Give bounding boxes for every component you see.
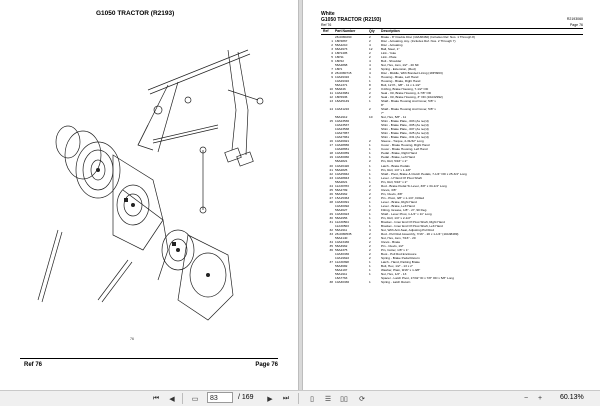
first-page-button[interactable]: ⏮ bbox=[152, 394, 160, 402]
part-description: Rod - Pull Rod Assembly, 7/16" - 20 x 1-1/4" (10A38489) bbox=[381, 231, 459, 236]
part-ref: 35 bbox=[329, 243, 333, 248]
part-number: 18A25149 bbox=[335, 99, 350, 104]
part-number: 68A4973 bbox=[335, 47, 348, 52]
part-qty: 1 bbox=[369, 219, 371, 224]
part-qty: 10 bbox=[369, 115, 373, 120]
part-qty: 1 bbox=[369, 263, 371, 268]
part-number: 58A2821 bbox=[335, 179, 348, 184]
part-description: Housing - Brake, Right Hand bbox=[381, 79, 421, 84]
part-qty: 1 bbox=[369, 267, 371, 272]
page-number-input[interactable]: 83 bbox=[207, 392, 233, 403]
part-number: 58A4627 bbox=[335, 207, 348, 212]
part-ref: 28 bbox=[329, 199, 333, 204]
right-page bbox=[302, 0, 600, 390]
part-ref: 11 bbox=[329, 91, 333, 96]
part-qty: 1 bbox=[369, 271, 371, 276]
part-description: Latch - Brake Pedals bbox=[381, 163, 410, 168]
part-description: Clevis - Brake bbox=[381, 239, 401, 244]
part-qty: 1 bbox=[369, 163, 371, 168]
part-number: 58A2821 bbox=[335, 159, 348, 164]
part-description: Pin, Clevis, 3/8" bbox=[381, 191, 403, 196]
part-number: 58A1371 bbox=[335, 83, 348, 88]
part-description: Rod - Brake Pedal To Lever, 3/8" x 34-1/4" Long bbox=[381, 183, 447, 188]
part-qty: 2 bbox=[369, 87, 371, 92]
part-description: Link - Plate bbox=[381, 55, 397, 60]
part-qty: 2 bbox=[369, 95, 371, 100]
exploded-parts-diagram bbox=[28, 30, 278, 330]
zoom-level[interactable]: 60.13% bbox=[560, 394, 584, 401]
part-number: 58A4140 bbox=[335, 235, 348, 240]
part-number: 10A23537 bbox=[335, 123, 350, 128]
part-qty: 2 bbox=[369, 195, 371, 200]
part-number: 11A30563 bbox=[335, 223, 349, 228]
part-number: 10A30059 bbox=[335, 151, 350, 156]
part-qty: 1 bbox=[369, 199, 371, 204]
part-qty: 1 bbox=[369, 151, 371, 156]
part-number: 58A1911 bbox=[335, 271, 348, 276]
part-qty: 4 bbox=[369, 43, 371, 48]
part-ref: 25 bbox=[329, 187, 333, 192]
part-ref: 15 bbox=[329, 119, 333, 124]
part-qty: 1 bbox=[369, 215, 371, 220]
part-description: Latch - Hand, Parking Brake bbox=[381, 259, 420, 264]
part-qty: 2 bbox=[369, 231, 371, 236]
part-ref: 34 bbox=[329, 239, 333, 244]
part-number: 10A28843 bbox=[335, 175, 350, 180]
part-ref: 33 bbox=[329, 231, 333, 236]
diagram-page-number: 76 bbox=[130, 337, 134, 341]
col-header-ref: Ref bbox=[323, 29, 329, 33]
part-number: 58A3962 bbox=[335, 243, 348, 248]
part-qty: 1 bbox=[369, 223, 371, 228]
zoom-out-button[interactable]: − bbox=[523, 395, 529, 402]
part-number: 28-0080535 bbox=[335, 231, 352, 236]
part-qty: 1 bbox=[369, 143, 371, 148]
part-description: Nut, Hex, 1/2" - 13 bbox=[381, 271, 407, 276]
part-qty: 1 bbox=[369, 75, 371, 80]
part-number: 11A30783 bbox=[335, 183, 349, 188]
part-qty: 1 bbox=[369, 279, 371, 284]
part-qty: 2 bbox=[369, 207, 371, 212]
part-ref: 2 bbox=[331, 43, 333, 48]
part-qty: 2 bbox=[369, 243, 371, 248]
right-page-title: G1050 TRACTOR (R2193) bbox=[321, 17, 382, 23]
part-description: Shim - Brake Plate, .007 (As req'd) bbox=[381, 127, 429, 132]
part-description: Cover - Brake Housing, Left Hand bbox=[381, 147, 428, 152]
part-description: Washer, Plain, 9/16" x 1-3/8" bbox=[381, 267, 421, 272]
part-ref: 27 bbox=[329, 195, 333, 200]
left-page bbox=[0, 0, 299, 390]
part-number: 58A1911 bbox=[335, 227, 348, 232]
part-description: Disc - Actuating, Asy. (Includes Ref. Nos. 2 Through 7) bbox=[381, 39, 456, 44]
part-qty: 2 bbox=[369, 107, 371, 112]
part-number: 15A15363 bbox=[335, 195, 350, 200]
part-description: Pedal - Brake, Left Hand bbox=[381, 155, 415, 160]
part-number: 10A26921 bbox=[335, 139, 350, 144]
part-description: Lever - Brake, Left Hand bbox=[381, 203, 415, 208]
total-pages-label: / 169 bbox=[238, 394, 254, 401]
part-description: Pin, Roll, 5/16" x 2" bbox=[381, 179, 408, 184]
part-number: 58A4799 bbox=[335, 187, 348, 192]
part-ref: 23 bbox=[329, 175, 333, 180]
part-number: 18P2936 bbox=[335, 95, 348, 100]
part-qty: 1 bbox=[369, 79, 371, 84]
part-number: 10A26420 bbox=[335, 163, 350, 168]
part-description: Cover - Brake Housing, Right Hand bbox=[381, 143, 430, 148]
part-description: Link - Yoke bbox=[381, 51, 397, 56]
part-number: 10A23536 bbox=[335, 119, 350, 124]
part-qty: 2 bbox=[369, 183, 371, 188]
left-footer-page: Page 76 bbox=[255, 362, 278, 368]
part-ref: 14 bbox=[329, 107, 333, 112]
part-number: 10A30336 bbox=[335, 279, 350, 284]
left-footer-ref: Ref 76 bbox=[24, 362, 43, 368]
footer-rule bbox=[20, 358, 278, 359]
part-number: 18P11 bbox=[335, 55, 344, 60]
brand-name: White bbox=[321, 11, 335, 17]
part-qty: 1 bbox=[369, 167, 371, 172]
part-number: 58A646 bbox=[335, 87, 346, 92]
part-description: Pedal - Brake, Right Hand bbox=[381, 151, 417, 156]
part-qty: 2 bbox=[369, 139, 371, 144]
part-description: 7" bbox=[381, 111, 384, 116]
part-qty: 2 bbox=[369, 159, 371, 164]
part-number: 58A4868 bbox=[335, 63, 348, 68]
part-description: Fitting, Grease, 1/8" - 27, 90 Deg. bbox=[381, 207, 428, 212]
part-number: 18A7763 bbox=[335, 275, 348, 280]
part-qty: 1 bbox=[369, 211, 371, 216]
part-number: 10A29316 bbox=[335, 75, 350, 80]
part-ref: 16 bbox=[329, 139, 333, 144]
part-ref: 21 bbox=[329, 167, 333, 172]
part-description: Seal - Oil, Brake Housing, 2-7/8" OD bbox=[381, 91, 432, 96]
part-description: Shaft - Lever Pivot, 1-1/4" x 11" Long bbox=[381, 211, 432, 216]
part-qty: 1 bbox=[369, 99, 371, 104]
part-ref: 10 bbox=[329, 87, 333, 92]
right-page-ref: Ref 76 bbox=[321, 23, 332, 27]
part-number: 58A1912 bbox=[335, 115, 348, 120]
part-ref: 8 bbox=[331, 71, 333, 76]
part-description: Seal - Oil, Brake Housing, 3" OD (10A32992) bbox=[381, 95, 443, 100]
part-qty: 4 bbox=[369, 63, 371, 68]
part-description: Shim - Brake Plate, .025 (As req'd) bbox=[381, 131, 429, 136]
part-qty: 2 bbox=[369, 35, 371, 39]
part-number: 10A27957 bbox=[335, 131, 350, 136]
part-description: Boot - Pull Rod Enclosure bbox=[381, 251, 417, 256]
part-qty: 1 bbox=[369, 175, 371, 180]
part-description: 8" bbox=[381, 103, 384, 108]
part-qty: 2 bbox=[369, 39, 371, 44]
part-description: Disc - Middle, With Bonded Lining (18P3963) bbox=[381, 71, 443, 76]
part-number: 58A4210 bbox=[335, 43, 348, 48]
part-qty: 2 bbox=[369, 91, 371, 96]
single-page-view-icon[interactable]: ▯ bbox=[310, 395, 314, 403]
model-code: R2193060 bbox=[566, 17, 583, 21]
part-number: 10A30092 bbox=[335, 203, 350, 208]
part-qty: 1 bbox=[369, 147, 371, 152]
part-ref: 5 bbox=[331, 55, 333, 60]
status-separator bbox=[182, 393, 183, 404]
part-number: 18P1 bbox=[335, 67, 343, 72]
part-number: 10A30060 bbox=[335, 155, 350, 160]
part-number: 10A28656 bbox=[335, 143, 350, 148]
part-qty: 12 bbox=[369, 47, 373, 52]
part-description: Shaft - Pivot, Brake & Clutch Pedals, 7-1/4" OD x 25-3/4" Long bbox=[381, 171, 467, 176]
part-description: Nut, With Anti-Seat, Adjusting Pull Rod bbox=[381, 227, 434, 232]
part-description: Lever - Brake, Right Hand bbox=[381, 199, 417, 204]
page-view-icon[interactable]: ▭ bbox=[191, 395, 199, 403]
part-ref: 4 bbox=[331, 51, 333, 56]
part-number: 58A4375 bbox=[335, 247, 348, 252]
part-description: Ball, Steel, 1" bbox=[381, 47, 400, 52]
part-ref: 7 bbox=[331, 67, 333, 72]
part-number: 10A30336 bbox=[335, 251, 350, 256]
part-description: Shim - Brake Plate, .031 (As req'd) bbox=[381, 135, 429, 140]
part-description: Pin, Roll, 1/4" x 1-1/8" bbox=[381, 167, 412, 172]
part-description: Spring - Brake Pedal Return bbox=[381, 255, 420, 260]
part-description: Bolt - Shoulder bbox=[381, 59, 402, 64]
part-description: Pin, Cotter, 1/8" x 1" bbox=[381, 247, 409, 252]
part-description: Pin, Roll, 5/16" x 2" bbox=[381, 159, 408, 164]
two-page-view-icon[interactable]: ▯▯ bbox=[340, 395, 348, 403]
part-ref: 24 bbox=[329, 183, 333, 188]
part-description: Shaft - Brake Housing And Cover, 5/8" x bbox=[381, 107, 436, 112]
col-header-part-number: Part Number bbox=[335, 29, 356, 33]
part-number: 10A25842 bbox=[335, 171, 350, 176]
part-ref: 38 bbox=[329, 279, 333, 284]
part-ref: 1 bbox=[331, 39, 333, 44]
part-description: Nut, Hex, Jam, 7/16" - 20 bbox=[381, 235, 416, 240]
part-qty: 2 bbox=[369, 235, 371, 240]
part-ref: 12 bbox=[329, 95, 333, 100]
parts-row bbox=[321, 280, 585, 284]
part-ref: 6 bbox=[331, 59, 333, 64]
part-number: 10A30091 bbox=[335, 199, 350, 204]
parts-list bbox=[321, 35, 585, 284]
part-description: Bolt, 12 Pt., 3/8" - 11 x 1-1/2" bbox=[381, 83, 421, 88]
part-number: 18P1405 bbox=[335, 51, 348, 56]
part-number: 58A2956 bbox=[335, 215, 348, 220]
part-ref: 31 bbox=[329, 219, 333, 224]
left-page-title: G1050 TRACTOR (R2193) bbox=[96, 10, 175, 17]
part-description: Housing - Brake, Left Hand bbox=[381, 75, 419, 80]
next-page-button[interactable]: ▶ bbox=[267, 395, 273, 403]
part-qty: 2 bbox=[369, 251, 371, 256]
part-qty: 4 bbox=[369, 227, 371, 232]
part-description: Clevis, 3/8" bbox=[381, 187, 397, 192]
header-rule bbox=[321, 28, 583, 29]
part-ref: 37 bbox=[329, 259, 333, 264]
part-ref: 18 bbox=[329, 151, 333, 156]
part-qty: 1 bbox=[369, 179, 371, 184]
part-ref: 22 bbox=[329, 171, 333, 176]
right-page-number: Page 76 bbox=[569, 23, 583, 27]
part-number: 10A30923 bbox=[335, 211, 350, 216]
part-number: 18P22 bbox=[335, 59, 344, 64]
zoom-in-button[interactable]: + bbox=[537, 395, 543, 402]
part-description: Bracket - Inner End Of Pivot Shaft, Right Hand bbox=[381, 219, 445, 224]
part-qty: 2 bbox=[369, 239, 371, 244]
part-ref: 36 bbox=[329, 247, 333, 252]
part-description: Pin, Roll, 1/4" x 2-1/2" bbox=[381, 215, 412, 220]
part-qty: 2 bbox=[369, 187, 371, 192]
part-qty: 2 bbox=[369, 55, 371, 60]
part-ref: 13 bbox=[329, 99, 333, 104]
part-description: Shim - Brake Plate, .005 (As req'd) bbox=[381, 123, 429, 128]
part-number: 58A3962 bbox=[335, 191, 348, 196]
part-description: Spacer - Latch Pivot, 17/32" ID x 7/8" OD x 5/8" Long bbox=[381, 275, 454, 280]
part-description: Brake - 8" Double Disc (10A38460) (Includes Ref. Nos. 1 Through 8) bbox=[381, 35, 475, 39]
part-number: 58A2825 bbox=[335, 167, 348, 172]
part-description: Bracket - Inner End Of Pivot Shaft, Left Hand bbox=[381, 223, 443, 228]
part-qty: 1 bbox=[369, 171, 371, 176]
part-ref: 32 bbox=[329, 227, 333, 232]
part-qty: 1 bbox=[369, 259, 371, 264]
part-description: Nut, Hex, Jam, 1/2" - 20 NF bbox=[381, 63, 419, 68]
part-qty: 2 bbox=[369, 51, 371, 56]
part-number: 58A3682 bbox=[335, 263, 348, 268]
part-qty: 2 bbox=[369, 247, 371, 252]
part-qty: 4 bbox=[369, 67, 371, 72]
part-number: 10A19622 bbox=[335, 255, 350, 260]
rotate-icon[interactable]: ⟳ bbox=[359, 395, 365, 403]
part-number: 10A23436 bbox=[335, 239, 350, 244]
previous-page-button[interactable]: ◀ bbox=[169, 395, 175, 403]
part-number: 58A4197 bbox=[335, 267, 348, 272]
part-ref: 3 bbox=[331, 47, 333, 52]
col-header-description: Description bbox=[381, 29, 400, 33]
part-ref: 29 bbox=[329, 211, 333, 216]
part-number: 11A30564 bbox=[335, 219, 349, 224]
part-number: 10A23981 bbox=[335, 91, 350, 96]
part-description: Lever - LH End Of Pivot Shaft bbox=[381, 175, 422, 180]
part-ref: 17 bbox=[329, 143, 333, 148]
part-number: 11A30398 bbox=[335, 259, 349, 264]
part-ref: 30 bbox=[329, 215, 333, 220]
part-description: Shaft - Brake Housing And Cover, 5/8" x bbox=[381, 99, 436, 104]
part-description: Nut, Hex, 5/8" - 11 bbox=[381, 115, 407, 120]
part-ref: 20 bbox=[329, 163, 333, 168]
part-number: 28-0080715 bbox=[335, 71, 352, 76]
part-number: 10A28651 bbox=[335, 147, 350, 152]
part-description: O-Ring, Brake Housing, 7-1/2" OD bbox=[381, 87, 429, 92]
col-header-qty: Qty bbox=[369, 29, 375, 33]
part-number: 18P4867 bbox=[335, 39, 348, 44]
part-qty: 1 bbox=[369, 203, 371, 208]
part-description: Pin - Pivot, 3/8" x 1-1/4", Drilled bbox=[381, 195, 425, 200]
part-number: 10A29316 bbox=[335, 79, 350, 84]
part-number: 10A31216 bbox=[335, 107, 350, 112]
part-number: 28-0080290 bbox=[335, 35, 352, 39]
continuous-view-icon[interactable]: ☰ bbox=[324, 395, 332, 403]
last-page-button[interactable]: ⏭ bbox=[282, 394, 290, 402]
part-number: 10A27961 bbox=[335, 135, 350, 140]
part-qty: 8 bbox=[369, 83, 371, 88]
part-description: Bolt, Hex, 1/2" - 13 x 2" bbox=[381, 263, 413, 268]
part-ref: 19 bbox=[329, 155, 333, 160]
part-qty: 1 bbox=[369, 155, 371, 160]
part-description: Shim - Brake Plate, .003 (As req'd) bbox=[381, 119, 429, 124]
part-qty: 2 bbox=[369, 191, 371, 196]
viewer-status-bar bbox=[0, 390, 600, 406]
part-number: 10A23538 bbox=[335, 127, 350, 132]
part-qty: 4 bbox=[369, 71, 371, 76]
status-separator bbox=[298, 393, 299, 404]
part-description: Pin - Clevis, 1/2" bbox=[381, 243, 404, 248]
part-description: Disc - Actuating bbox=[381, 43, 403, 48]
part-description: Sleeve - Torque, 2-31/32" Long bbox=[381, 139, 424, 144]
part-ref: 26 bbox=[329, 191, 333, 196]
part-ref: 9 bbox=[331, 75, 333, 80]
part-qty: 2 bbox=[369, 255, 371, 260]
part-description: Spring - Latch Return bbox=[381, 279, 411, 284]
part-description: Spring - Extension, (Red) bbox=[381, 67, 416, 72]
part-qty: 4 bbox=[369, 59, 371, 64]
